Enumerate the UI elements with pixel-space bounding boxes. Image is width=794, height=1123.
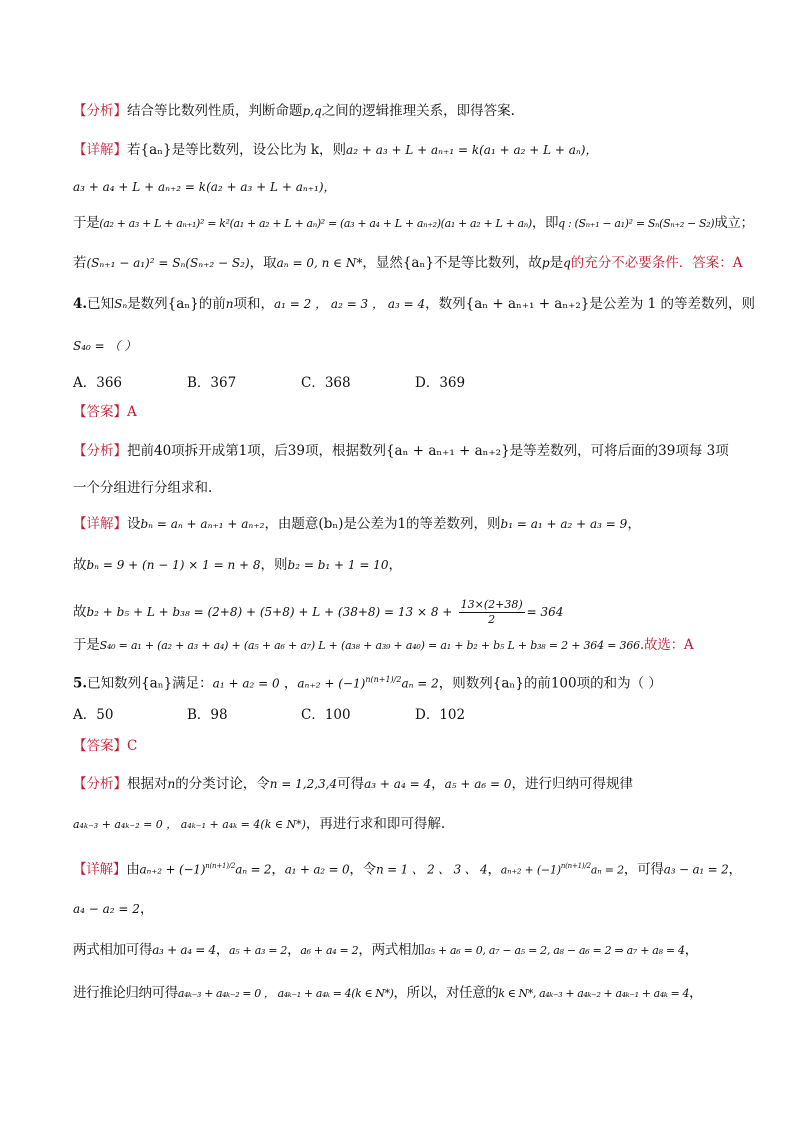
q4-answer — [73, 403, 137, 421]
math-expr: k ∈ N*, a₄ₖ₋₃ + a₄ₖ₋₂ + a₄ₖ₋₁ + a₄ₖ = 4 — [498, 987, 690, 1000]
option-b[interactable]: B．367 — [187, 375, 237, 391]
detail-text: ，即 — [531, 215, 559, 231]
math-expr: a₃ + a₄ + L + aₙ₊₂ = k(a₂ + a₃ + L + aₙ₊₁)， — [73, 180, 336, 194]
question-text: ，则数列{aₙ}的前100项的和为（ ） — [438, 675, 662, 692]
math-exponent: n(n+1)/2 — [365, 675, 402, 684]
analysis-text: 根据对 — [127, 776, 168, 792]
analysis-text: 一个分组进行分组求和. — [73, 480, 213, 496]
detail-text: 故 — [73, 604, 87, 620]
math-expr: a₅ + a₆ = 0 — [444, 777, 512, 791]
separator: ， — [279, 675, 298, 692]
math-expr: a₆ + a₄ = 2 — [300, 944, 359, 957]
q4-detail-line-1 — [73, 515, 641, 533]
question-text: 项和， — [233, 296, 274, 312]
math-n: n — [225, 297, 234, 311]
math-expr: n = 1 、 2 、 3 、 4 — [376, 862, 488, 877]
p3-detail-line-1 — [73, 141, 597, 159]
p3-detail-line-2 — [73, 178, 336, 196]
fraction-numerator: 13×(2+38) — [460, 598, 523, 611]
detail-text: 成立； — [714, 215, 754, 231]
q4-analysis-line-2 — [73, 479, 212, 497]
q4-analysis-line-1 — [73, 442, 729, 460]
analysis-text: 之间的逻辑推理关系，即得答案. — [321, 103, 515, 119]
math-expr: bₙ = 9 + (n − 1) × 1 = n + 8 — [86, 558, 261, 572]
answer-tag: 【答案】 — [73, 404, 127, 420]
detail-text: 是 — [549, 255, 564, 271]
detail-text: ， — [728, 861, 742, 878]
detail-text: 若 — [73, 255, 87, 271]
math-expr: S₄₀ = a₁ + (a₂ + a₃ + a₄) + (a₅ + a₆ + a₇) L + (a₃₈ + a₃₉ + a₄₀) = a₁ + b₂ + b₅ L + b₃₈ = 2 + 364 = 366 — [99, 639, 640, 652]
math-expr: S₄₀ = （ ） — [73, 339, 137, 353]
math-expr: a₁ + a₂ = 0 — [212, 676, 280, 691]
q5-detail-line-3 — [73, 941, 698, 960]
q5-detail-line-4 — [73, 984, 702, 1003]
math-p: p — [541, 256, 550, 270]
q4-detail-line-3 — [73, 595, 563, 629]
math-pq: p,q — [302, 104, 322, 118]
p3-detail-line-3 — [73, 214, 754, 233]
math-expr: aₙ = 2 — [235, 862, 272, 877]
q5-stem — [73, 671, 662, 693]
question-text: 已知 — [87, 296, 115, 312]
analysis-text: 的分类讨论，令 — [175, 776, 270, 792]
detail-text: ， — [487, 861, 501, 878]
math-expr: a₃ + a₄ = 4 — [152, 943, 216, 957]
detail-text: 故 — [73, 557, 87, 573]
detail-tag: 【详解】 — [73, 516, 127, 532]
math-q: q — [563, 256, 571, 270]
detail-text: 设 — [127, 516, 141, 532]
math-expr: aₙ₊₂ + (−1) — [500, 863, 561, 877]
analysis-tag: 【分析】 — [73, 443, 127, 459]
q4-stem-line-1 — [73, 295, 755, 313]
q4-options — [73, 374, 465, 392]
fraction-denominator: 2 — [488, 613, 496, 626]
math-expr: a₄ₖ₋₃ + a₄ₖ₋₂ = 0 ， a₄ₖ₋₁ + a₄ₖ = 4(k ∈ N*) — [177, 987, 394, 1000]
detail-text: ，可得 — [623, 861, 664, 878]
math-expr: b₁ = a₁ + a₂ + a₃ = 9 — [500, 517, 628, 531]
math-expr: aₙ = 0, n ∈ N* — [276, 256, 363, 270]
math-expr: a₅ + a₆ = 0, a₇ − a₅ = 2, a₈ − a₆ = 2 ⇒ a₇ + a₈ = 4 — [424, 944, 685, 957]
detail-text: 由 — [126, 861, 140, 878]
math-expr: a₃ + a₄ = 4 — [364, 777, 432, 791]
question-text: 是数列{aₙ}的前 — [127, 296, 226, 312]
q4-detail-line-4 — [73, 636, 693, 655]
detail-text: ，显然{aₙ}不是等比数列，故 — [362, 255, 542, 271]
math-expr: b₂ + b₅ + L + b₃₈ = (2+8) + (5+8) + L + (38+8) = 13 × 8 + — [86, 605, 453, 619]
math-expr: aₙ = 2 — [401, 676, 439, 691]
math-expr: q : (Sₙ₊₁ − a₁)² = Sₙ(Sₙ₊₂ − S₂) — [558, 217, 715, 230]
option-a[interactable]: A．50 — [73, 707, 114, 723]
math-expr: (a₂ + a₃ + L + aₙ₊₁)² = k²(a₁ + a₂ + L + aₙ)² = (a₃ + a₄ + L + aₙ₊₂)(a₁ + a₂ + L + aₙ) — [99, 217, 532, 230]
math-expr: = 364 — [526, 605, 564, 619]
math-expr: aₙ₊₂ + (−1) — [297, 676, 366, 691]
math-expr: a₂ + a₃ + L + aₙ₊₁ = k(a₁ + a₂ + L + aₙ)， — [346, 143, 598, 157]
detail-text: ， — [684, 942, 698, 958]
math-expr: a₄ₖ₋₃ + a₄ₖ₋₂ = 0 ， a₄ₖ₋₁ + a₄ₖ = 4(k ∈ N*) — [73, 818, 306, 831]
detail-text: .故选：A — [639, 637, 694, 653]
detail-text: ，由题意(bₙ)是公差为1的等差数列，则 — [264, 516, 501, 532]
math-exponent: n(n+1)/2 — [560, 862, 591, 870]
answer-tag: 【答案】 — [73, 738, 127, 754]
question-number: 4. — [73, 296, 88, 312]
math-exponent: n(n+1)/2 — [205, 862, 236, 870]
math-expr: bₙ = aₙ + aₙ₊₁ + aₙ₊₂ — [140, 517, 265, 531]
detail-text: ， — [287, 942, 301, 958]
detail-text: ， — [388, 557, 402, 573]
detail-text: ，两式相加 — [358, 942, 425, 958]
detail-tag: 【详解】 — [73, 861, 127, 878]
detail-text: ， — [627, 516, 641, 532]
detail-text: ， — [271, 861, 285, 878]
math-expr: a₁ = 2 ， a₂ = 3 ， a₃ = 4 — [274, 297, 426, 311]
detail-text: 的充分不必要条件．答案：A — [570, 255, 743, 271]
detail-text: 两式相加可得 — [73, 942, 153, 958]
option-c[interactable]: C．100 — [301, 707, 351, 723]
q4-detail-line-2 — [73, 556, 402, 574]
analysis-text: ，进行归纳可得规律 — [511, 776, 634, 792]
math-expr: b₂ = b₁ + 1 = 10 — [287, 558, 389, 572]
analysis-text: 可得 — [337, 776, 365, 792]
detail-text: ，令 — [349, 861, 377, 878]
math-expr: a₁ + a₂ = 0 — [284, 862, 350, 877]
math-expr: aₙ₊₂ + (−1) — [139, 862, 206, 877]
math-expr: (Sₙ₊₁ − a₁)² = Sₙ(Sₙ₊₂ − S₂) — [86, 256, 250, 270]
detail-text: 于是 — [73, 637, 100, 653]
option-c[interactable]: C．368 — [301, 375, 351, 391]
math-expr: a₄ − a₂ = 2 — [73, 902, 140, 916]
p3-detail-line-4 — [73, 254, 743, 272]
q5-detail-line-1 — [73, 857, 742, 880]
math-expr: aₙ = 2 — [590, 863, 624, 877]
detail-tag: 【详解】 — [73, 142, 127, 158]
detail-text: 于是 — [73, 215, 100, 231]
analysis-tag: 【分析】 — [73, 103, 127, 119]
option-d[interactable]: D．102 — [415, 707, 466, 723]
question-text: 已知数列{aₙ}满足： — [87, 675, 213, 692]
detail-text: ， — [689, 985, 703, 1001]
detail-text: ，取 — [249, 255, 277, 271]
analysis-text: 结合等比数列性质，判断命题 — [127, 103, 303, 119]
detail-text: ， — [215, 942, 230, 958]
detail-text: ，则 — [260, 557, 288, 573]
math-expr: a₅ + a₃ = 2 — [229, 944, 288, 957]
question-number: 5. — [73, 675, 88, 692]
detail-text: ，所以，对任意的 — [393, 985, 499, 1001]
detail-text: 若{aₙ}是等比数列，设公比为 k，则 — [127, 142, 347, 158]
analysis-text: ， — [431, 776, 445, 792]
analysis-tag: 【分析】 — [73, 776, 127, 792]
option-a[interactable]: A．366 — [73, 375, 123, 391]
option-d[interactable]: D．369 — [415, 375, 466, 391]
answer-value: C — [127, 738, 138, 754]
q5-options — [73, 706, 465, 724]
option-b[interactable]: B．98 — [187, 707, 228, 723]
q4-stem-line-2 — [73, 337, 136, 355]
math-expr: n = 1,2,3,4 — [269, 777, 338, 791]
question-text: ，数列{aₙ + aₙ₊₁ + aₙ₊₂}是公差为 1 的等差数列，则 — [425, 296, 755, 312]
math-n: n — [167, 777, 176, 791]
analysis-text: 把前40项拆开成第1项，后39项，根据数列{aₙ + aₙ₊₁ + aₙ₊₂}是等差数列，可将后面的39项每 3项 — [127, 443, 729, 459]
p3-analysis-line — [73, 102, 515, 120]
q5-analysis-line-1 — [73, 775, 633, 793]
answer-value: A — [127, 404, 137, 420]
math-sn: Sₙ — [114, 297, 128, 311]
fraction — [459, 598, 525, 627]
analysis-text: ，再进行求和即可得解. — [305, 816, 446, 832]
detail-text: 进行推论归纳可得 — [73, 985, 178, 1001]
detail-text: ， — [139, 901, 154, 917]
q5-analysis-line-2 — [73, 815, 445, 834]
q5-detail-line-2 — [73, 900, 153, 918]
q5-answer — [73, 737, 137, 755]
math-expr: a₃ − a₁ = 2 — [663, 862, 729, 877]
